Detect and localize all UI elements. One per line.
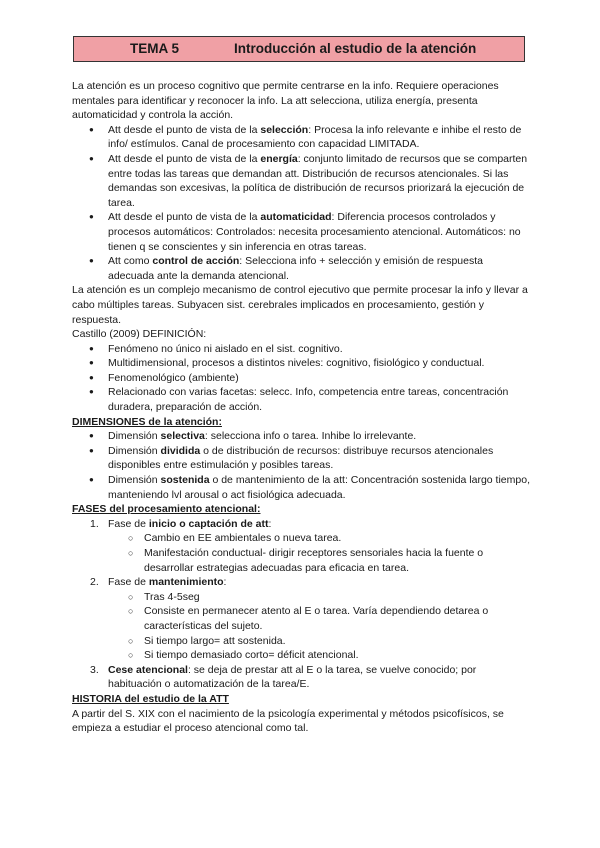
page-title: Introducción al estudio de la atención bbox=[234, 41, 477, 56]
sub-list-item: ○ Si tiempo demasiado corto= déficit atencional. bbox=[108, 648, 532, 663]
list-item: 2. Fase de mantenimiento: ○ Tras 4-5seg ○ Consiste en permanecer atento al E o tarea. Varía dependiendo detarea o características del sujeto. ○ Si tiempo largo= att sostenida. ○ Si tiempo demasiado corto= déficit atencional. bbox=[72, 575, 532, 663]
list-item: ● Att desde el punto de vista de la selección: Procesa la info relevante e inhibe el resto de info/ estímulos. Canal de procesamiento con capacidad LIMITADA. bbox=[72, 123, 532, 152]
fases-heading: FASES del procesamiento atencional: bbox=[72, 503, 261, 516]
list-item: ● Dimensión dividida o de distribución de recursos: distribuye recursos atencionales disponibles entre estimulación y posibles tareas. bbox=[72, 444, 532, 473]
list-item: ● Fenómeno no único ni aislado en el sist. cognitivo. bbox=[72, 342, 532, 357]
castillo-heading: Castillo (2009) DEFINICIÓN: bbox=[72, 328, 207, 341]
title-banner bbox=[73, 36, 525, 62]
fases-list bbox=[72, 517, 532, 692]
list-item: ● Att desde el punto de vista de la automaticidad: Diferencia procesos controlados y procesos automáticos: Controlados: necesita procesamiento atencional. Automáticos: no tienen q se conscientes y sin inferencia en otras tareas. bbox=[72, 210, 532, 254]
sub-list-item: ○ Si tiempo largo= att sostenida. bbox=[108, 634, 532, 649]
list-item: ● Att como control de acción: Selecciona info + selección y emisión de respuesta adecuada ante la demanda atencional. bbox=[72, 254, 532, 283]
mecanismo-paragraph: La atención es un complejo mecanismo de control ejecutivo que permite procesar la info y llevar a cabo múltiples tareas. Subyacen sist. cerebrales implicados en procesamiento, gestión y respuesta. bbox=[72, 284, 528, 326]
sub-list bbox=[108, 590, 532, 663]
intro-paragraph: La atención es un proceso cognitivo que permite centrarse en la info. Requiere operaciones mentales para identificar y reconocer la info. La att selecciona, utiliza energía, presenta automaticidad y controla la acción. bbox=[72, 80, 499, 122]
list-item: ● Multidimensional, procesos a distintos niveles: cognitivo, fisiológico y conductual. bbox=[72, 356, 532, 371]
dimensiones-list bbox=[72, 429, 532, 502]
list-item: ● Relacionado con varias facetas: selecc. Info, competencia entre tareas, concentración duradera, preparación de acción. bbox=[72, 385, 532, 414]
sub-list-item: ○ Manifestación conductual- dirigir receptores sensoriales hacia la fuente o desarrollar estrategias adecuadas para eficacia en tarea. bbox=[108, 546, 532, 575]
list-item: ● Fenomenológico (ambiente) bbox=[72, 371, 532, 386]
list-item: ● Att desde el punto de vista de la energía: conjunto limitado de recursos que se comparten entre todas las tareas que demandan att. Distribución de recursos atencionales. Si las demandas son excesivas, la política de distribución de recursos priorizará la ejecución de tarea. bbox=[72, 152, 532, 210]
list-item: 3. Cese atencional: se deja de prestar att al E o la tarea, se vuelve conocido; por habituación o automatización de la tarea/E. bbox=[90, 663, 477, 691]
puntos-vista-list bbox=[72, 123, 532, 284]
tema-label: TEMA 5 bbox=[130, 41, 180, 56]
castillo-list bbox=[72, 342, 532, 415]
historia-paragraph: A partir del S. XIX con el nacimiento de la psicología experimental y métodos psicofísicos, se empieza a estudiar el proceso atencional como tal. bbox=[72, 707, 504, 735]
list-item: ● Dimensión sostenida o de mantenimiento de la att: Concentración sostenida largo tiempo, manteniendo lvl arousal o act fisiológica adecuada. bbox=[72, 473, 532, 502]
sub-list-item: ○ Cambio en EE ambientales o nueva tarea. bbox=[108, 531, 532, 546]
dimensiones-heading: DIMENSIONES de la atención: bbox=[72, 415, 222, 428]
sub-list-item: ○ Tras 4-5seg bbox=[108, 590, 532, 605]
historia-heading: HISTORIA del estudio de la ATT bbox=[72, 692, 229, 705]
document-body bbox=[72, 79, 532, 736]
list-item: 1. Fase de inicio o captación de att: ○ Cambio en EE ambientales o nueva tarea. ○ Manifestación conductual- dirigir receptores sensoriales hacia la fuente o desarrollar estrategias adecuadas para eficacia en tarea. bbox=[72, 517, 532, 575]
list-item: ● Dimensión selectiva: selecciona info o tarea. Inhibe lo irrelevante. bbox=[72, 429, 532, 444]
sub-list bbox=[108, 531, 532, 575]
sub-list-item: ○ Consiste en permanecer atento al E o tarea. Varía dependiendo detarea o características del sujeto. bbox=[108, 604, 532, 633]
